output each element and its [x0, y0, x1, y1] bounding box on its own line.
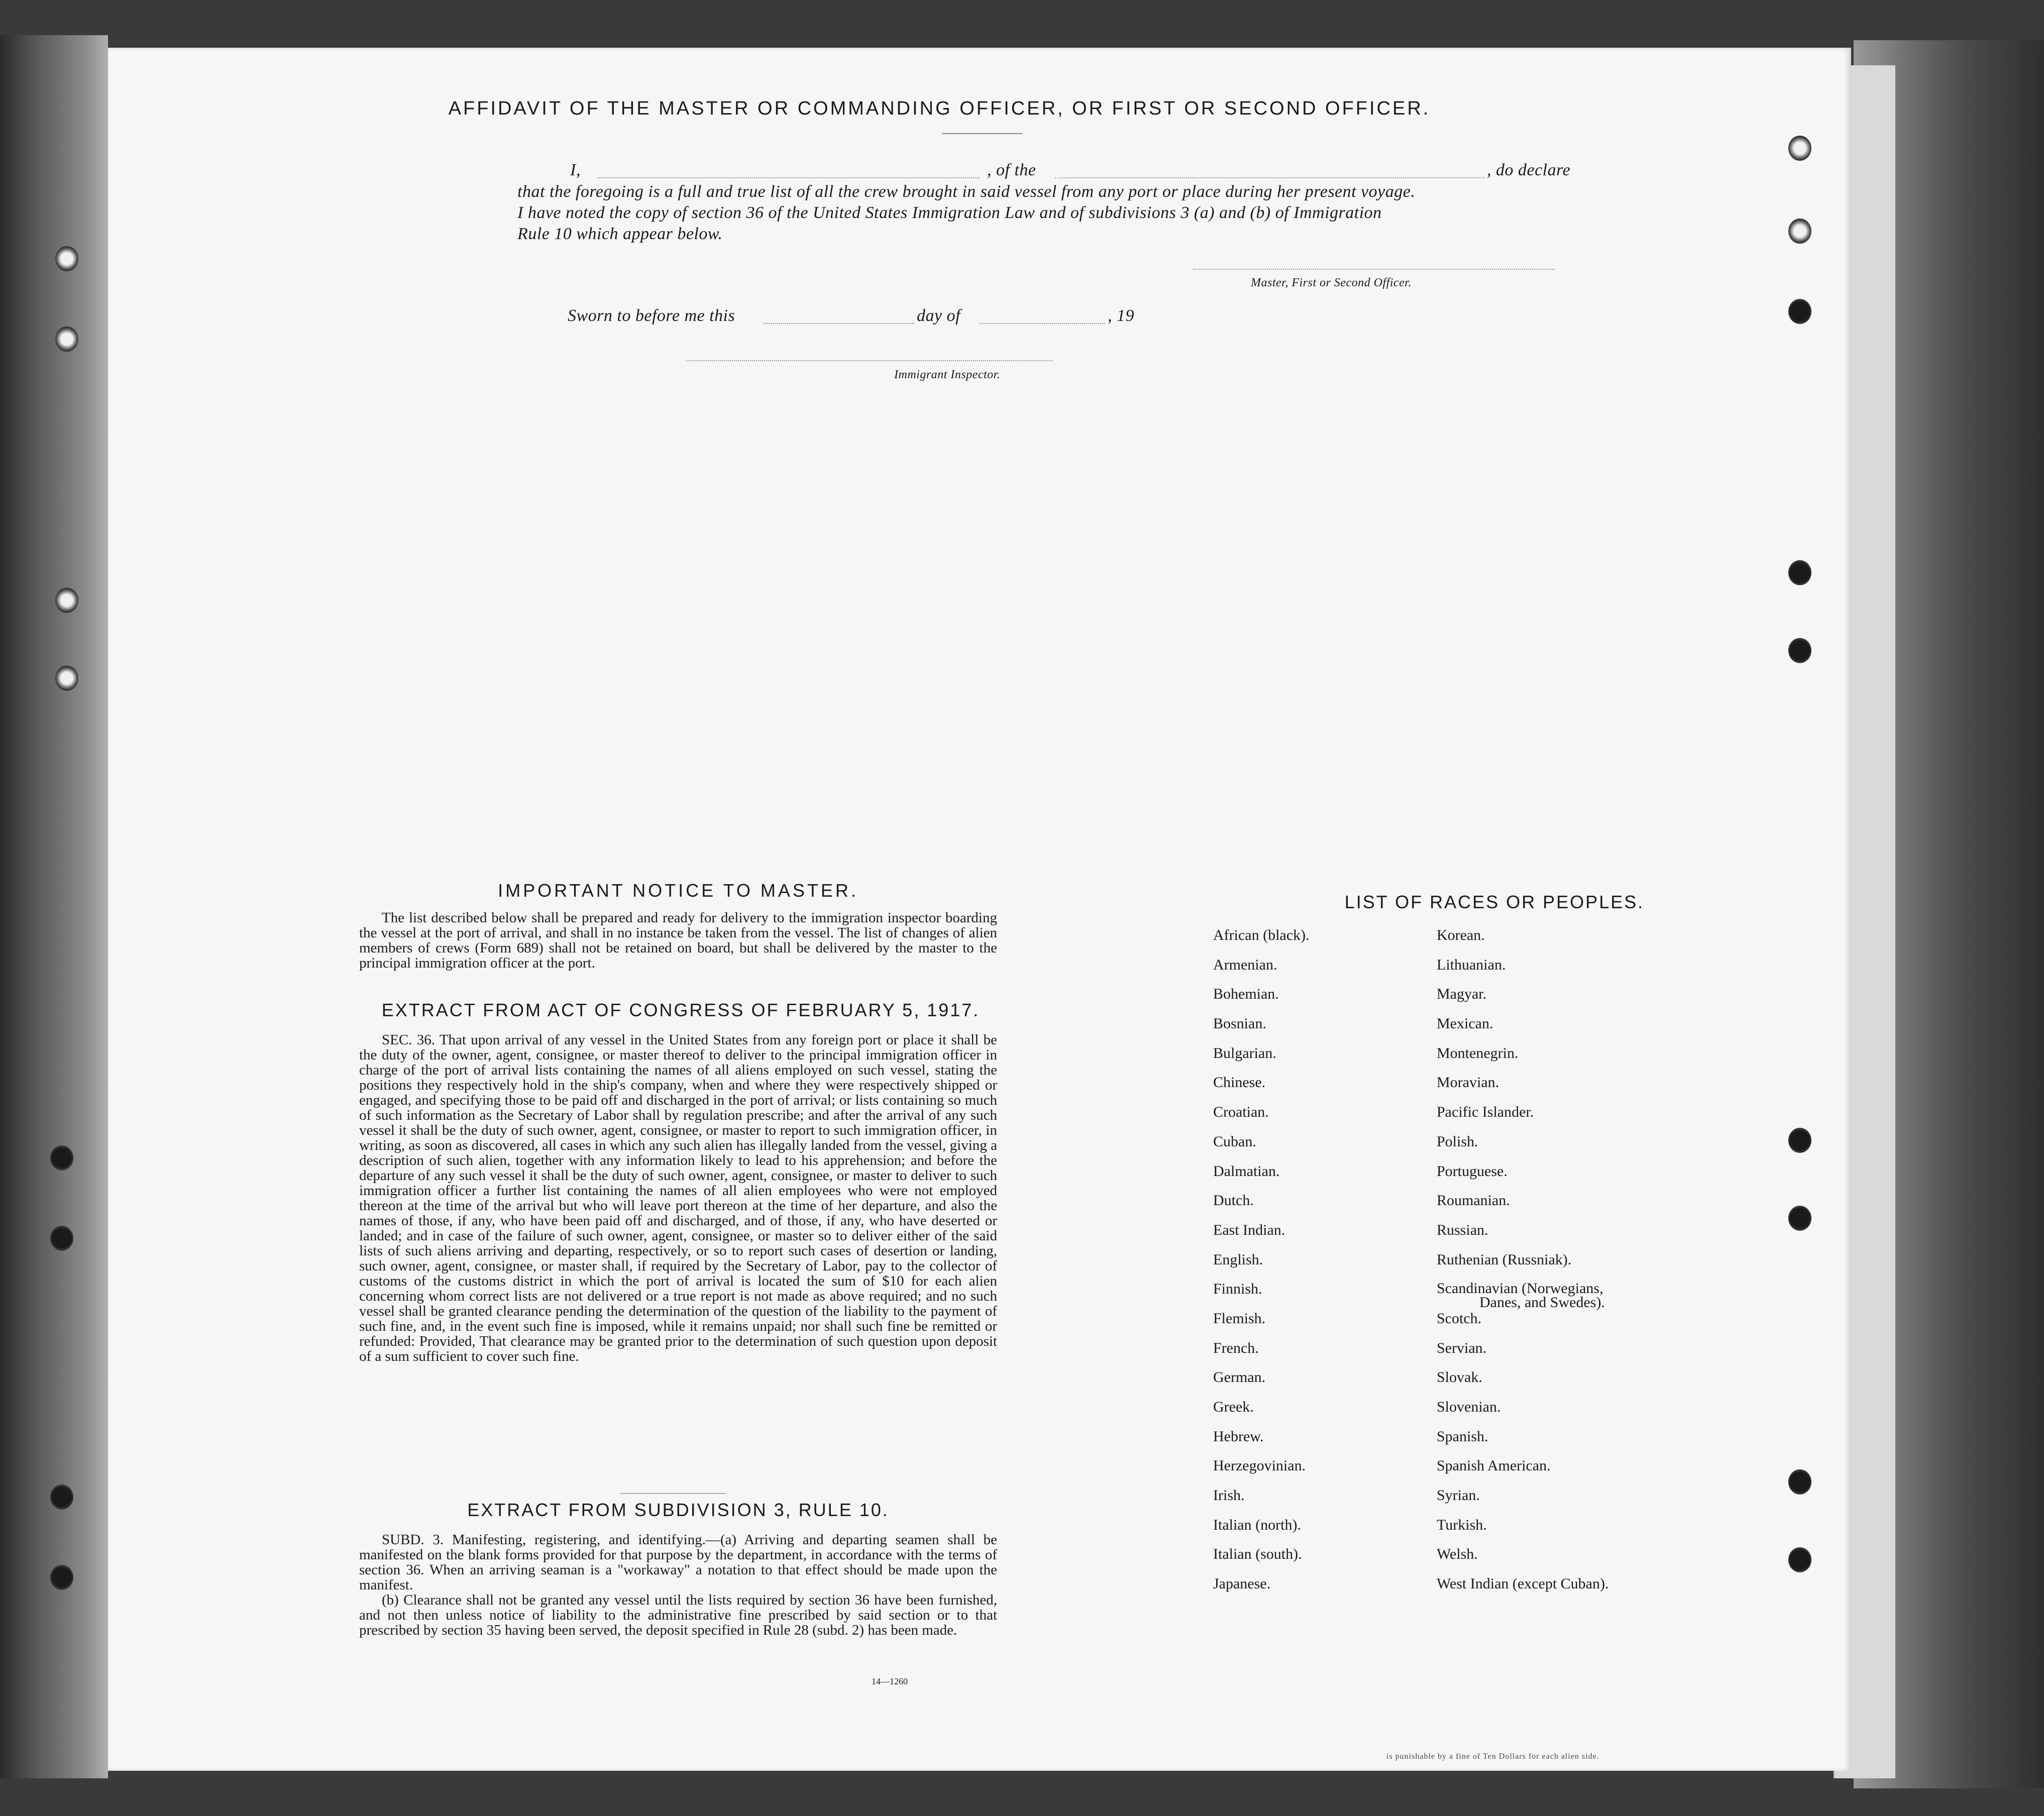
- punch-hole: [50, 1226, 73, 1251]
- race-item: Turkish.: [1437, 1516, 1487, 1533]
- race-item: Montenegrin.: [1437, 1044, 1519, 1061]
- punch-hole: [1788, 1547, 1811, 1572]
- affidavit-line-3: I have noted the copy of section 36 of the United States Immigration Law and of subdivisions 3 (a) and (b) of Immigration: [517, 203, 1382, 222]
- race-item: Korean.: [1437, 927, 1485, 943]
- races-column-1: [1213, 928, 1310, 1606]
- race-item: Italian (north).: [1213, 1516, 1301, 1533]
- inspector-caption: Immigrant Inspector.: [894, 368, 1001, 381]
- race-item: Moravian.: [1437, 1074, 1499, 1091]
- race-item: Russian.: [1437, 1221, 1488, 1238]
- of-the-label: , of the: [987, 161, 1036, 179]
- race-item: Slovenian.: [1437, 1399, 1501, 1415]
- race-item: African (black).: [1213, 927, 1310, 943]
- race-item: Bosnian.: [1213, 1015, 1266, 1032]
- affiant-name-field[interactable]: [598, 177, 980, 178]
- punch-hole: [1788, 1206, 1811, 1231]
- race-item: Irish.: [1213, 1487, 1245, 1504]
- race-item: Armenian.: [1213, 956, 1277, 973]
- race-item: Greek.: [1213, 1399, 1254, 1415]
- rule-text: [359, 1532, 997, 1638]
- punch-hole: [1788, 1469, 1811, 1494]
- race-item: Bulgarian.: [1213, 1044, 1276, 1061]
- race-item: Polish.: [1437, 1133, 1478, 1150]
- act-text: [359, 1032, 997, 1364]
- race-item: Japanese.: [1213, 1575, 1271, 1592]
- punch-hole: [55, 666, 78, 691]
- act-title: EXTRACT FROM ACT OF CONGRESS OF FEBRUARY 5, 1917.: [381, 1000, 980, 1020]
- race-item: Flemish.: [1213, 1310, 1266, 1327]
- race-item: Welsh.: [1437, 1546, 1478, 1563]
- race-item: Italian (south).: [1213, 1546, 1302, 1563]
- race-item: Roumanian.: [1437, 1192, 1510, 1209]
- race-item: French.: [1213, 1339, 1259, 1356]
- races-column-2: [1437, 928, 1608, 1606]
- sworn-day-field[interactable]: [764, 323, 914, 324]
- race-item: Mexican.: [1437, 1015, 1493, 1032]
- do-declare-label: , do declare: [1487, 161, 1571, 179]
- race-item: Dutch.: [1213, 1192, 1254, 1209]
- affidavit-title: AFFIDAVIT OF THE MASTER OR COMMANDING OFFICER, OR FIRST OR SECOND OFFICER.: [448, 98, 1431, 119]
- form-number: 14—1260: [872, 1676, 908, 1686]
- race-item: Slovak.: [1437, 1369, 1482, 1386]
- notice-title: IMPORTANT NOTICE TO MASTER.: [498, 880, 858, 901]
- act-paragraph: SEC. 36. That upon arrival of any vessel in the United States from any foreign port or place it shall be the duty of the owner, agent, consignee, or master thereof to deliver to the principal immigration officer in charge of the port of arrival lists containing the names of all aliens employed on such vessel, stating the positions they respectively hold in the ship's company, when and where they were respectively shipped or engaged, and specifying those to be paid off and discharged in the port of arrival; or lists containing so much of such information as the Secretary of Labor shall by regulation prescribe; and after the arrival of any such vessel it shall be the duty of such owner, agent, consignee, or master to report to such immigration officer, in writing, as soon as discovered, all cases in which any such alien has illegally landed from the vessel, giving a description of such alien, together with any information likely to lead to his apprehension; and before the departure of any such vessel it shall be the duty of such owner, agent, consignee, or master to deliver to such immigration officer a further list containing the names of all alien employees who were not employed thereon at the time of the arrival but who will leave port thereon at the time of her departure, and also the names of those, if any, who have been paid off and discharged, and of those, if any, who have deserted or landed; and in case of the failure of such owner, agent, consignee, or master so to deliver either of the said lists of such aliens arriving and departing, respectively, or so to report such cases of desertion or landing, such owner, agent, consignee, or master shall, if required by the Secretary of Labor, pay to the collector of customs of the customs district in which the port of arrival is located the sum of $10 for each alien concerning whom correct lists are not delivered or a true report is not made as above required; and no such vessel shall be granted clearance pending the determination of the question of the liability to the payment of such fine, and, in the event such fine is imposed, while it remains unpaid; nor shall such fine be remitted or refunded: Provided, That clearance may be granted prior to the determination of such question upon deposit of a sum sufficient to cover such fine.: [359, 1032, 997, 1364]
- binder-left-edge: [0, 35, 108, 1778]
- underlying-sheet-strip-text: is punishable by a fine of Ten Dollars for each alien side.: [1386, 1752, 1599, 1761]
- affidavit-line-2: that the foregoing is a full and true list of all the crew brought in said vessel from any port or place during her present voyage.: [517, 182, 1416, 201]
- race-item: Chinese.: [1213, 1074, 1266, 1091]
- rule-paragraph-a: SUBD. 3. Manifesting, registering, and identifying.—(a) Arriving and departing seamen shall be manifested on the blank forms provided for that purpose by the department, in accordance with the terms of section 36. When an arriving seaman is a "workaway" a notation to that effect should be made upon the manifest.: [359, 1532, 997, 1593]
- punch-hole: [1788, 560, 1811, 585]
- officer-caption: Master, First or Second Officer.: [1251, 276, 1412, 289]
- punch-hole: [1788, 219, 1811, 244]
- punch-hole: [1788, 638, 1811, 663]
- race-item: Spanish.: [1437, 1428, 1488, 1445]
- race-item: Lithuanian.: [1437, 956, 1506, 973]
- race-item: Croatian.: [1213, 1104, 1269, 1121]
- race-item: Scotch.: [1437, 1310, 1482, 1327]
- punch-hole: [50, 1484, 73, 1510]
- race-item: Dalmatian.: [1213, 1162, 1280, 1180]
- punch-hole: [55, 327, 78, 352]
- affiant-label: I,: [570, 161, 581, 179]
- race-item: Spanish American.: [1437, 1457, 1551, 1474]
- race-item: Servian.: [1437, 1339, 1487, 1356]
- race-item: Bohemian.: [1213, 986, 1279, 1003]
- race-item: West Indian (except Cuban).: [1437, 1575, 1609, 1592]
- inspector-signature-field[interactable]: [686, 360, 1052, 361]
- race-item: English.: [1213, 1251, 1263, 1268]
- punch-hole: [1788, 1128, 1811, 1153]
- rule-paragraph-b: (b) Clearance shall not be granted any vessel until the lists required by section 36 have been furnished, and not then unless notice of liability to the administrative fine prescribed by said section or to that prescribed by section 35 having been served, the deposit specified in Rule 28 (subd. 2) has been made.: [359, 1592, 997, 1638]
- section-divider: [620, 1493, 726, 1494]
- vessel-name-field[interactable]: [1055, 177, 1484, 178]
- race-item: Pacific Islander.: [1437, 1104, 1534, 1121]
- race-item: Finnish.: [1213, 1280, 1262, 1298]
- race-item: Hebrew.: [1213, 1428, 1264, 1445]
- race-item: [1437, 1281, 1608, 1311]
- punch-hole: [1788, 136, 1811, 161]
- affidavit-line-4: Rule 10 which appear below.: [517, 225, 723, 243]
- officer-signature-field[interactable]: [1193, 269, 1555, 270]
- race-item: German.: [1213, 1369, 1266, 1386]
- rule-title: EXTRACT FROM SUBDIVISION 3, RULE 10.: [467, 1500, 889, 1520]
- notice-paragraph: The list described below shall be prepared and ready for delivery to the immigration inspector boarding the vessel at the port of arrival, and shall in no instance be taken from the vessel. The list of changes of alien members of crews (Form 689) shall not be retained on board, but shall be delivered by the master to the principal immigration officer at the port.: [359, 910, 997, 971]
- punch-hole: [50, 1145, 73, 1170]
- race-item-continuation: Danes, and Swedes).: [1479, 1294, 1605, 1311]
- punch-hole: [1788, 299, 1811, 324]
- form-page: [108, 48, 1851, 1771]
- race-item: East Indian.: [1213, 1221, 1285, 1238]
- race-item: Magyar.: [1437, 986, 1487, 1003]
- day-of-label: day of: [917, 306, 961, 325]
- sworn-month-field[interactable]: [980, 323, 1105, 324]
- notice-text: [359, 910, 997, 971]
- title-underline: [942, 133, 1022, 134]
- race-item: Portuguese.: [1437, 1162, 1508, 1180]
- race-item: Syrian.: [1437, 1487, 1480, 1504]
- punch-hole: [55, 246, 78, 271]
- year-label: , 19: [1108, 306, 1134, 325]
- races-title: LIST OF RACES OR PEOPLES.: [1344, 892, 1645, 912]
- race-item-main: Scandinavian (Norwegians,: [1437, 1280, 1603, 1297]
- race-item: Cuban.: [1213, 1133, 1256, 1150]
- sworn-label: Sworn to before me this: [568, 306, 735, 325]
- punch-hole: [55, 588, 78, 613]
- punch-hole: [50, 1565, 73, 1590]
- race-item: Ruthenian (Russniak).: [1437, 1251, 1572, 1268]
- race-item: Herzegovinian.: [1213, 1457, 1306, 1474]
